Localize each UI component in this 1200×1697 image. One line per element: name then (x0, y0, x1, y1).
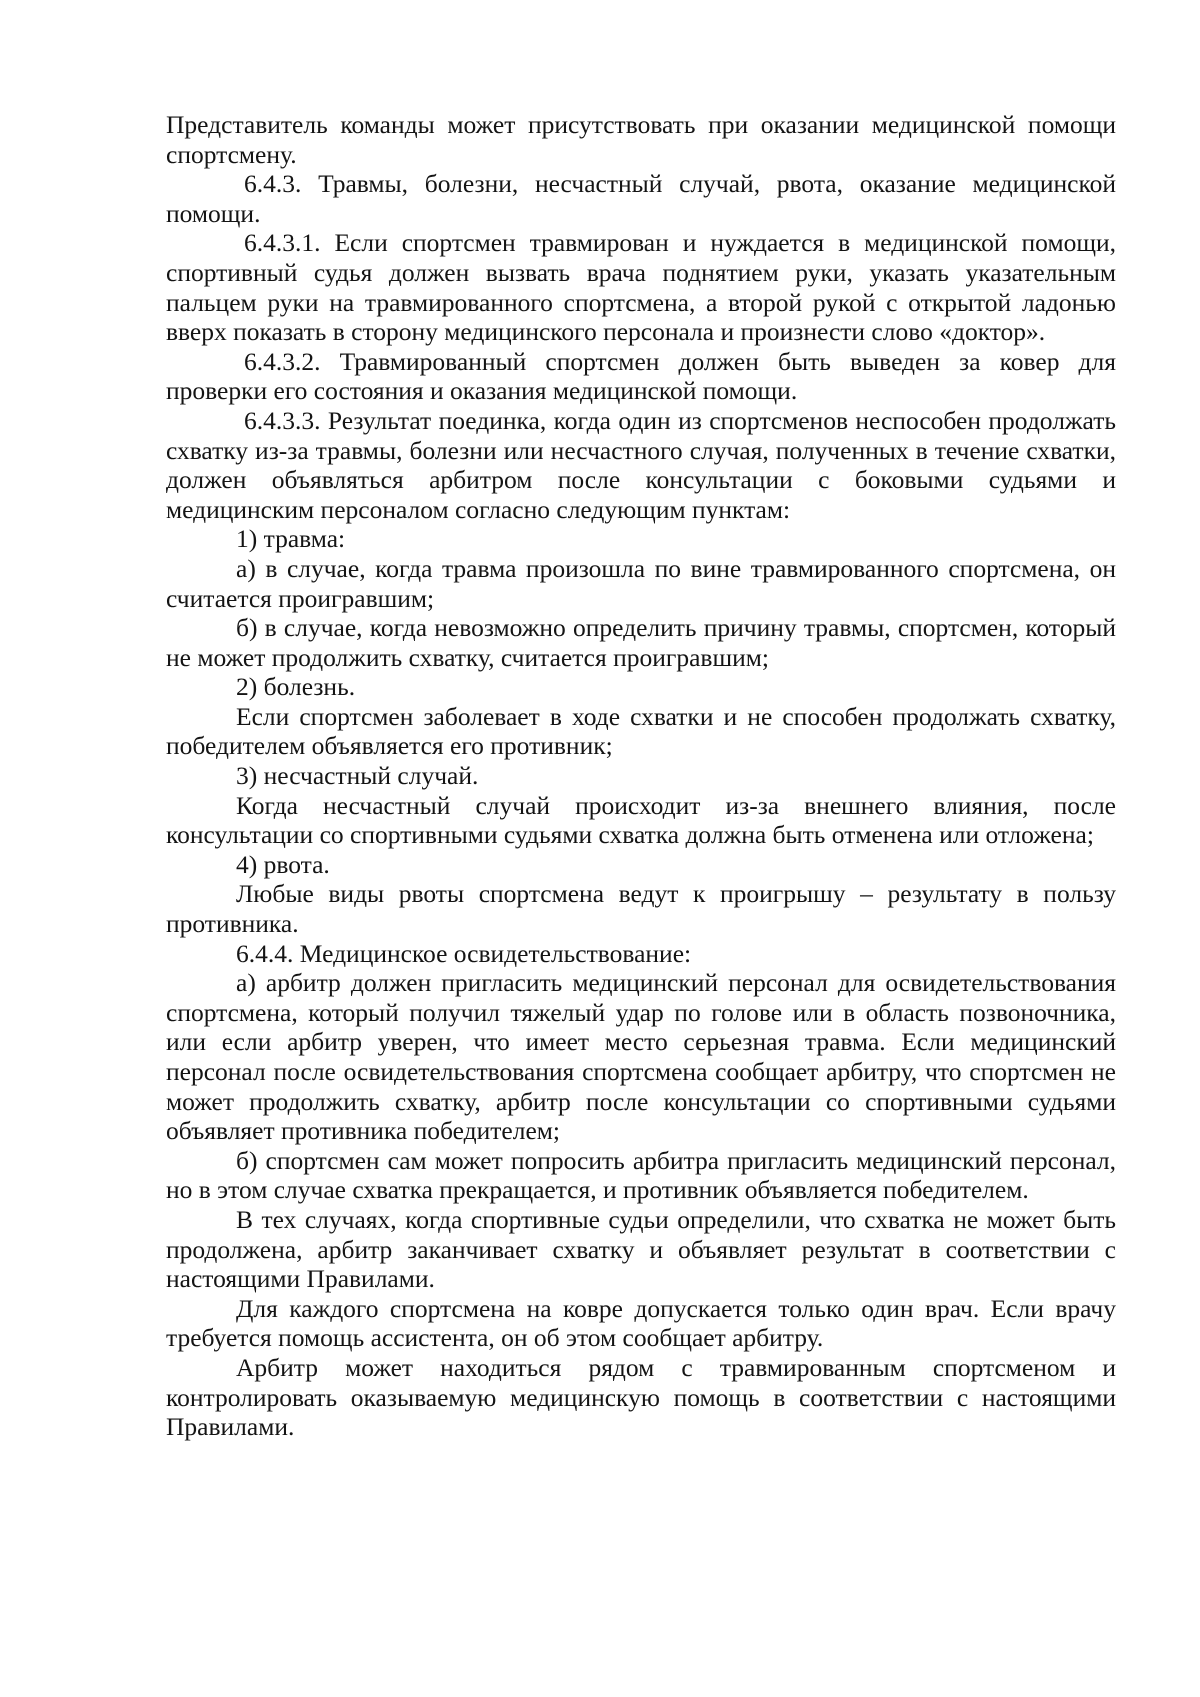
heading-6-4-4: 6.4.4. Медицинское освидетельствование: (236, 938, 692, 968)
paragraph-injury-a: а) в случае, когда травма произошла по вине травмированного спортсмена, он считается проигравшим; (166, 553, 1116, 613)
document-page (166, 110, 1116, 1442)
list-item-injury: 1) травма: (236, 524, 346, 554)
list-item-vomiting: 4) рвота. (236, 849, 330, 879)
paragraph-examination-b: б) спортсмен сам может попросить арбитра пригласить медицинский персонал, но в этом случае схватка прекращается, и противник объявляется победителем. (166, 1145, 1116, 1205)
paragraph-representative: Представитель команды может присутствовать при оказании медицинской помощи спортсмену. (166, 110, 1116, 169)
list-item-accident: 3) несчастный случай. (236, 761, 479, 791)
paragraph-referee-control: Арбитр может находиться рядом с травмированным спортсменом и контролировать оказываемую медицинскую помощь в соответствии с настоящими Правилами. (166, 1352, 1116, 1442)
paragraph-examination-a: а) арбитр должен пригласить медицинский персонал для освидетельствования спортсмена, который получил тяжелый удар по голове или в область позвоночника, или если арбитр уверен, что имеет место серьезная травма. Если медицинский персонал после освидетельствования спортсмена сообщает арбитру, что спортсмен не может продолжить схватку, арбитр после консультации со спортивными судьями объявляет противника победителем; (166, 968, 1116, 1146)
list-item-illness: 2) болезнь. (236, 672, 356, 702)
paragraph-vomiting: Любые виды рвоты спортсмена ведут к проигрышу – результату в пользу противника. (166, 879, 1116, 939)
paragraph-illness: Если спортсмен заболевает в ходе схватки и не способен продолжать схватку, победителем объявляется его противник; (166, 701, 1116, 761)
paragraph-one-doctor: Для каждого спортсмена на ковре допускается только один врач. Если врачу требуется помощь ассистента, он об этом сообщает арбитру. (166, 1293, 1116, 1353)
paragraph-6-4-3-1: 6.4.3.1. Если спортсмен травмирован и нуждается в медицинской помощи, спортивный судья должен вызвать врача поднятием руки, указать указательным пальцем руки на травмированного спортсмена, а второй рукой с открытой ладонью вверх показать в сторону медицинского персонала и произнести слово «доктор». (166, 228, 1116, 347)
paragraph-injury-b: б) в случае, когда невозможно определить причину травмы, спортсмен, который не может продолжить схватку, считается проигравшим; (166, 613, 1116, 672)
paragraph-accident: Когда несчастный случай происходит из-за внешнего влияния, после консультации со спортивными судьями схватка должна быть отменена или отложена; (166, 790, 1116, 850)
paragraph-bout-ended: В тех случаях, когда спортивные судьи определили, что схватка не может быть продолжена, арбитр заканчивает схватку и объявляет результат в соответствии с настоящими Правилами. (166, 1204, 1116, 1294)
paragraph-6-4-3-2: 6.4.3.2. Травмированный спортсмен должен быть выведен за ковер для проверки его состояния и оказания медицинской помощи. (166, 346, 1116, 406)
heading-6-4-3: 6.4.3. Травмы, болезни, несчастный случай, рвота, оказание медицинской помощи. (166, 169, 1116, 228)
paragraph-6-4-3-3: 6.4.3.3. Результат поединка, когда один из спортсменов неспособен продолжать схватку из-за травмы, болезни или несчастного случая, полученных в течение схватки, должен объявляться арбитром после консультации с боковыми судьями и медицинским персоналом согласно следующим пунктам: (166, 405, 1116, 524)
